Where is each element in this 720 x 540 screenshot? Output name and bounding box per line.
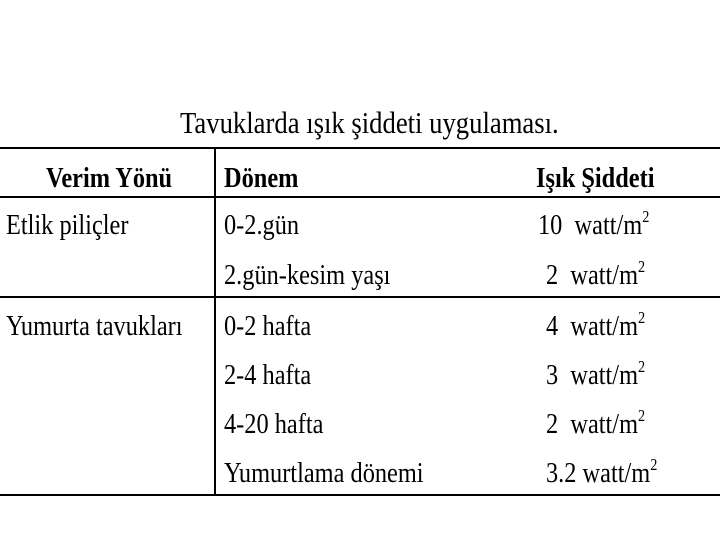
table-bottom-rule (0, 494, 720, 496)
intensity-cell (546, 406, 645, 442)
intensity-value: 10 (538, 209, 563, 241)
group-divider-rule (0, 296, 720, 298)
header-verim-yonu: Verim Yönü (46, 162, 173, 194)
intensity-value: 2 (546, 259, 559, 291)
period-cell: Yumurtlama dönemi (224, 457, 424, 489)
intensity-unit: watt/$m^2$ (582, 455, 658, 489)
period-cell: 0-2.gün (224, 209, 300, 241)
table-top-rule (0, 147, 720, 149)
intensity-value: 4 (546, 310, 559, 342)
slide-title: Tavuklarda ışık şiddeti uygulaması. (180, 105, 559, 140)
intensity-unit: watt/$m^2$ (574, 207, 650, 241)
group-etlik-piliçler: Etlik piliçler (6, 209, 129, 241)
period-cell: 2-4 hafta (224, 359, 312, 391)
intensity-cell (538, 207, 649, 243)
intensity-cell (546, 455, 657, 491)
intensity-value: 3 (546, 359, 559, 391)
header-donem: Dönem (224, 162, 299, 194)
group-yumurta-tavuklari: Yumurta tavukları (6, 310, 183, 342)
header-bottom-rule (0, 196, 720, 198)
intensity-cell (546, 308, 645, 344)
intensity-cell (546, 357, 645, 393)
intensity-cell (546, 257, 645, 293)
column-divider (214, 147, 216, 496)
period-cell: 4-20 hafta (224, 408, 324, 440)
period-cell: 0-2 hafta (224, 310, 312, 342)
intensity-value: 3.2 (546, 457, 577, 489)
intensity-unit: watt/$m^2$ (570, 308, 646, 342)
header-isik-siddeti: Işık Şiddeti (536, 162, 655, 194)
period-cell: 2.gün-kesim yaşı (224, 259, 391, 291)
intensity-value: 2 (546, 408, 559, 440)
intensity-unit: watt/$m^2$ (570, 257, 646, 291)
intensity-unit: watt/$m^2$ (570, 357, 646, 391)
intensity-unit: watt/$m^2$ (570, 406, 646, 440)
